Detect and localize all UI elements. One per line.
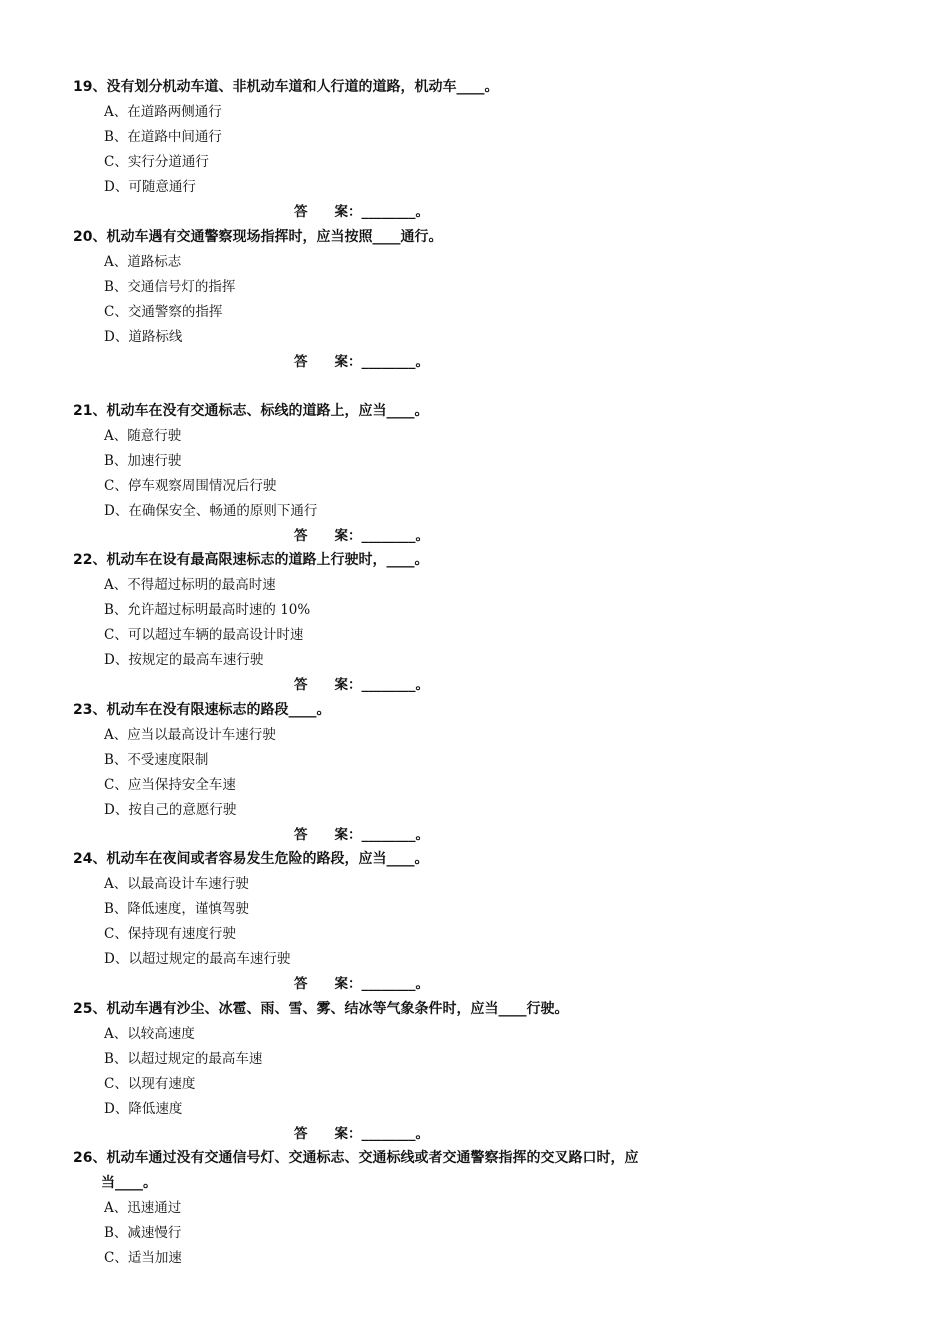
question-24-option-d: D、以超过规定的最高车速行驶: [104, 951, 291, 967]
question-25-answer: 答 案：________。: [294, 1126, 429, 1142]
question-22-option-a: A、不得超过标明的最高时速: [104, 577, 276, 593]
question-26-option-b: B、减速慢行: [104, 1225, 182, 1241]
question-21-option-c: C、停车观察周围情况后行驶: [104, 478, 277, 494]
question-23-option-d: D、按自己的意愿行驶: [104, 802, 237, 818]
question-21-answer: 答 案：________。: [294, 528, 429, 544]
question-19-option-a: A、在道路两侧通行: [104, 104, 222, 120]
question-20-stem: 20、机动车遇有交通警察现场指挥时，应当按照____通行。: [73, 229, 443, 245]
question-24-option-c: C、保持现有速度行驶: [104, 926, 236, 942]
question-19-answer: 答 案：________。: [294, 204, 429, 220]
question-25-stem: 25、机动车遇有沙尘、冰雹、雨、雪、雾、结冰等气象条件时，应当____行驶。: [73, 1001, 569, 1017]
question-22-option-c: C、可以超过车辆的最高设计时速: [104, 627, 304, 643]
question-20-answer: 答 案：________。: [294, 354, 429, 370]
question-26-option-a: A、迅速通过: [104, 1200, 182, 1216]
question-22-option-d: D、按规定的最高车速行驶: [104, 652, 264, 668]
question-22-stem: 22、机动车在设有最高限速标志的道路上行驶时，____。: [73, 552, 429, 568]
question-23-answer: 答 案：________。: [294, 827, 429, 843]
question-25-option-c: C、以现有速度: [104, 1076, 196, 1092]
question-23-option-a: A、应当以最高设计车速行驶: [104, 727, 276, 743]
question-19-stem: 19、没有划分机动车道、非机动车道和人行道的道路，机动车____。: [73, 79, 499, 95]
question-21-stem: 21、机动车在没有交通标志、标线的道路上，应当____。: [73, 403, 429, 419]
question-20-option-a: A、道路标志: [104, 254, 182, 270]
question-23-option-b: B、不受速度限制: [104, 752, 209, 768]
question-19-option-d: D、可随意通行: [104, 179, 196, 195]
question-24-stem: 24、机动车在夜间或者容易发生危险的路段，应当____。: [73, 851, 429, 867]
question-21-option-b: B、加速行驶: [104, 453, 182, 469]
question-24-option-a: A、以最高设计车速行驶: [104, 876, 249, 892]
question-20-option-d: D、道路标线: [104, 329, 183, 345]
question-26-stem: 26、机动车通过没有交通信号灯、交通标志、交通标线或者交通警察指挥的交叉路口时，应: [73, 1150, 639, 1166]
question-21-option-d: D、在确保安全、畅通的原则下通行: [104, 503, 318, 519]
question-25-option-a: A、以较高速度: [104, 1026, 195, 1042]
question-24-option-b: B、降低速度，谨慎驾驶: [104, 901, 249, 917]
question-22-answer: 答 案：________。: [294, 677, 429, 693]
question-20-option-b: B、交通信号灯的指挥: [104, 279, 236, 295]
question-22-option-b: B、允许超过标明最高时速的 10%: [104, 602, 311, 618]
question-23-stem: 23、机动车在没有限速标志的路段____。: [73, 702, 331, 718]
question-23-option-c: C、应当保持安全车速: [104, 777, 236, 793]
question-20-option-c: C、交通警察的指挥: [104, 304, 223, 320]
question-19-option-b: B、在道路中间通行: [104, 129, 222, 145]
question-19-option-c: C、实行分道通行: [104, 154, 209, 170]
question-26-stem-continued: 当____。: [101, 1175, 157, 1191]
question-25-option-b: B、以超过规定的最高车速: [104, 1051, 263, 1067]
question-26-option-c: C、适当加速: [104, 1250, 182, 1266]
question-25-option-d: D、降低速度: [104, 1101, 183, 1117]
question-21-option-a: A、随意行驶: [104, 428, 182, 444]
question-24-answer: 答 案：________。: [294, 976, 429, 992]
